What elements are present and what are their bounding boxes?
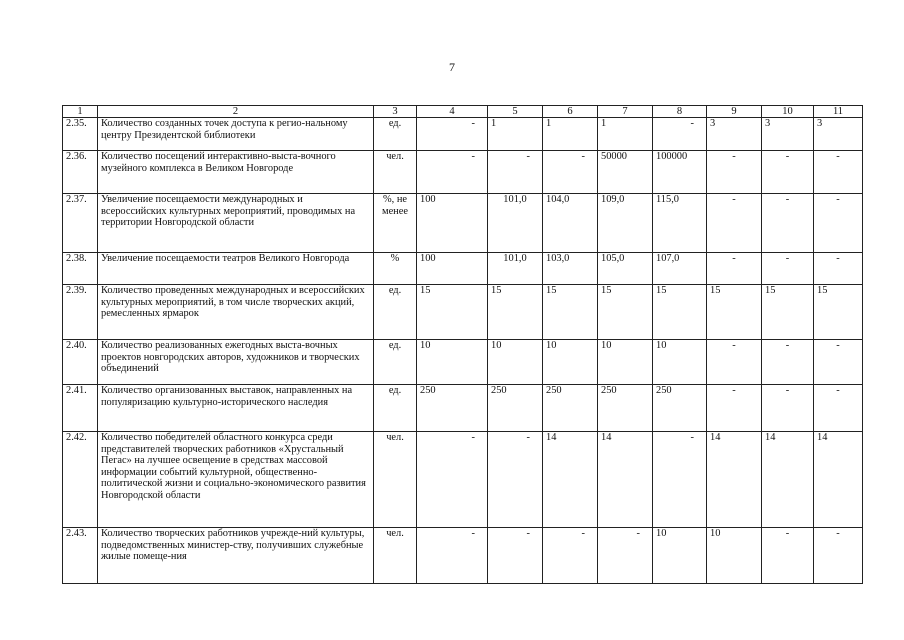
value-cell: - xyxy=(707,385,762,432)
value-cell: 1 xyxy=(543,118,598,151)
row-number: 2.36. xyxy=(63,151,98,194)
indicator-name: Количество победителей областного конкурса среди представителей творческих работников «Хрустальный Пегас» на лучшее освещение в средствах массовой информации событий культурной, общественно-политической жизни и социально-экономического развития Новгородской области xyxy=(98,432,374,528)
indicators-table xyxy=(62,105,863,584)
unit-cell: ед. xyxy=(374,385,417,432)
value-cell: 14 xyxy=(707,432,762,528)
value-cell: 250 xyxy=(598,385,653,432)
value-cell: 100000 xyxy=(653,151,707,194)
value-cell: 250 xyxy=(417,385,488,432)
value-cell: 15 xyxy=(488,285,543,340)
value-cell: 10 xyxy=(543,340,598,385)
value-cell: - xyxy=(762,340,814,385)
value-cell: - xyxy=(762,194,814,253)
value-cell: 105,0 xyxy=(598,253,653,285)
value-cell: 15 xyxy=(543,285,598,340)
value-cell: 101,0 xyxy=(488,194,543,253)
value-cell: - xyxy=(814,151,863,194)
unit-cell: ед. xyxy=(374,118,417,151)
header-cell: 10 xyxy=(762,106,814,118)
value-cell: 3 xyxy=(814,118,863,151)
value-cell: - xyxy=(707,340,762,385)
value-cell: - xyxy=(814,194,863,253)
unit-cell: чел. xyxy=(374,528,417,584)
value-cell: - xyxy=(814,253,863,285)
value-cell: - xyxy=(417,432,488,528)
row-number: 2.41. xyxy=(63,385,98,432)
value-cell: 14 xyxy=(814,432,863,528)
value-cell: 14 xyxy=(598,432,653,528)
header-cell: 7 xyxy=(598,106,653,118)
value-cell: 10 xyxy=(653,340,707,385)
value-cell: 1 xyxy=(488,118,543,151)
table-row xyxy=(63,194,863,253)
value-cell: 104,0 xyxy=(543,194,598,253)
value-cell: 100 xyxy=(417,253,488,285)
value-cell: 15 xyxy=(707,285,762,340)
indicator-name: Количество посещений интерактивно-выста-вочного музейного комплекса в Великом Новгороде xyxy=(98,151,374,194)
value-cell: - xyxy=(814,340,863,385)
value-cell: - xyxy=(417,528,488,584)
value-cell: 10 xyxy=(707,528,762,584)
value-cell: - xyxy=(488,151,543,194)
value-cell: 14 xyxy=(762,432,814,528)
value-cell: - xyxy=(488,528,543,584)
value-cell: 50000 xyxy=(598,151,653,194)
value-cell: - xyxy=(417,118,488,151)
value-cell: 15 xyxy=(814,285,863,340)
value-cell: 15 xyxy=(653,285,707,340)
value-cell: 109,0 xyxy=(598,194,653,253)
value-cell: - xyxy=(707,151,762,194)
header-cell: 2 xyxy=(98,106,374,118)
value-cell: - xyxy=(653,432,707,528)
value-cell: - xyxy=(762,253,814,285)
unit-cell: чел. xyxy=(374,151,417,194)
value-cell: 1 xyxy=(598,118,653,151)
value-cell: - xyxy=(707,253,762,285)
value-cell: - xyxy=(417,151,488,194)
row-number: 2.39. xyxy=(63,285,98,340)
header-cell: 6 xyxy=(543,106,598,118)
indicator-name: Количество творческих работников учрежде-ний культуры, подведомственных министер-ству, получивших служебные жилые помеще-ния xyxy=(98,528,374,584)
value-cell: - xyxy=(762,528,814,584)
value-cell: 15 xyxy=(598,285,653,340)
value-cell: 103,0 xyxy=(543,253,598,285)
header-cell: 1 xyxy=(63,106,98,118)
page-number: 7 xyxy=(449,60,455,74)
value-cell: 101,0 xyxy=(488,253,543,285)
row-number: 2.37. xyxy=(63,194,98,253)
indicator-name: Увеличение посещаемости театров Великого Новгорода xyxy=(98,253,374,285)
value-cell: - xyxy=(598,528,653,584)
indicator-name: Количество реализованных ежегодных выста-вочных проектов новгородских авторов, художников и творческих объединений xyxy=(98,340,374,385)
table-row xyxy=(63,385,863,432)
unit-cell: %, не менее xyxy=(374,194,417,253)
row-number: 2.40. xyxy=(63,340,98,385)
value-cell: 250 xyxy=(653,385,707,432)
table-row xyxy=(63,340,863,385)
table-row xyxy=(63,151,863,194)
indicator-name: Увеличение посещаемости международных и всероссийских культурных мероприятий, проводимых на территории Новгородской области xyxy=(98,194,374,253)
table-row xyxy=(63,528,863,584)
value-cell: 10 xyxy=(653,528,707,584)
value-cell: - xyxy=(707,194,762,253)
table-row xyxy=(63,118,863,151)
header-cell: 11 xyxy=(814,106,863,118)
row-number: 2.38. xyxy=(63,253,98,285)
header-cell: 5 xyxy=(488,106,543,118)
unit-cell: чел. xyxy=(374,432,417,528)
value-cell: 100 xyxy=(417,194,488,253)
row-number: 2.42. xyxy=(63,432,98,528)
header-cell: 9 xyxy=(707,106,762,118)
value-cell: 3 xyxy=(707,118,762,151)
row-number: 2.35. xyxy=(63,118,98,151)
value-cell: 15 xyxy=(762,285,814,340)
indicator-name: Количество созданных точек доступа к регио-нальному центру Президентской библиотеки xyxy=(98,118,374,151)
unit-cell: ед. xyxy=(374,285,417,340)
value-cell: 250 xyxy=(488,385,543,432)
header-cell: 8 xyxy=(653,106,707,118)
value-cell: - xyxy=(653,118,707,151)
value-cell: - xyxy=(814,385,863,432)
table-row xyxy=(63,432,863,528)
value-cell: 10 xyxy=(488,340,543,385)
header-cell: 4 xyxy=(417,106,488,118)
value-cell: 115,0 xyxy=(653,194,707,253)
value-cell: 15 xyxy=(417,285,488,340)
header-row xyxy=(63,106,863,118)
table-row xyxy=(63,285,863,340)
value-cell: - xyxy=(488,432,543,528)
table-row xyxy=(63,253,863,285)
value-cell: 10 xyxy=(417,340,488,385)
value-cell: 107,0 xyxy=(653,253,707,285)
indicator-name: Количество организованных выставок, направленных на популяризацию культурно-исторического наследия xyxy=(98,385,374,432)
value-cell: 10 xyxy=(598,340,653,385)
unit-cell: % xyxy=(374,253,417,285)
value-cell: - xyxy=(762,151,814,194)
unit-cell: ед. xyxy=(374,340,417,385)
value-cell: - xyxy=(543,528,598,584)
row-number: 2.43. xyxy=(63,528,98,584)
indicator-name: Количество проведенных международных и всероссийских культурных мероприятий, в том числе творческих акций, ремесленных ярмарок xyxy=(98,285,374,340)
value-cell: - xyxy=(814,528,863,584)
value-cell: - xyxy=(543,151,598,194)
value-cell: 250 xyxy=(543,385,598,432)
value-cell: 3 xyxy=(762,118,814,151)
value-cell: - xyxy=(762,385,814,432)
header-cell: 3 xyxy=(374,106,417,118)
value-cell: 14 xyxy=(543,432,598,528)
